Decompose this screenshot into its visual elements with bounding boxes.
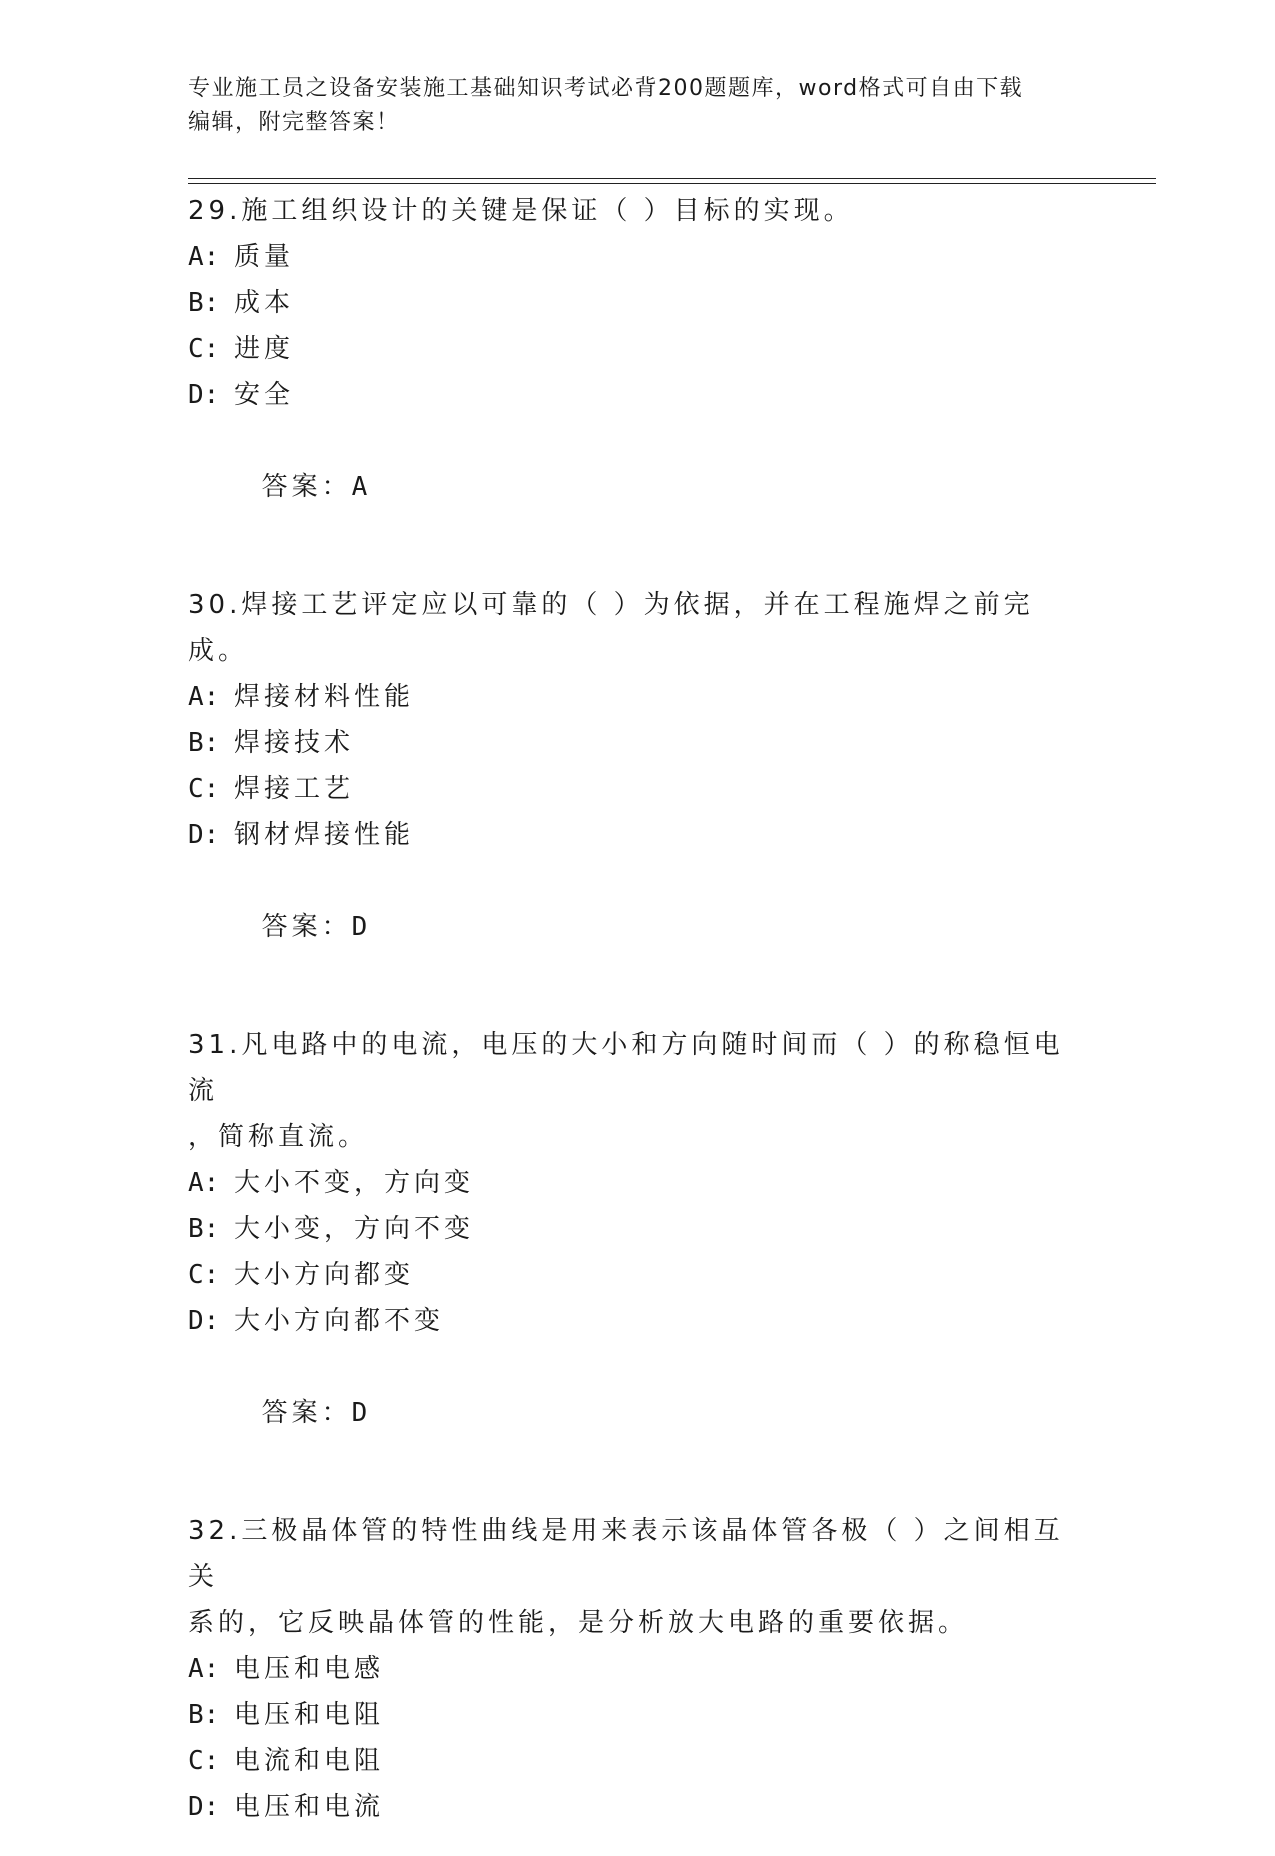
option-text: 大小方向都变 <box>234 1260 415 1290</box>
answer-label: 答案： <box>261 472 352 502</box>
option-key: B: <box>188 288 220 318</box>
option-key: D: <box>188 820 220 850</box>
question-32 <box>188 1508 1088 1830</box>
answer-value: D <box>351 1398 368 1428</box>
option-text: 安全 <box>234 380 295 410</box>
answer-line <box>188 858 1088 996</box>
question-text: 31.凡电路中的电流，电压的大小和方向随时间而（ ）的称稳恒电流 <box>188 1030 1064 1106</box>
header-divider <box>188 178 1156 184</box>
question-text: 29.施工组织设计的关键是保证（ ）目标的实现。 <box>188 196 854 226</box>
option-key: C: <box>188 334 220 364</box>
question-29 <box>188 188 1088 556</box>
option-text: 钢材焊接性能 <box>234 820 415 850</box>
question-text: 30.焊接工艺评定应以可靠的（ ）为依据，并在工程施焊之前完成。 <box>188 590 1034 666</box>
answer-line <box>188 418 1088 556</box>
option-text: 电压和电感 <box>234 1654 385 1684</box>
option-text: 质量 <box>234 242 295 272</box>
answer-value: D <box>351 912 368 942</box>
option-b <box>188 1692 1088 1738</box>
option-key: A: <box>188 1654 220 1684</box>
option-key: A: <box>188 242 220 272</box>
option-a <box>188 674 1088 720</box>
question-text: 32.三极晶体管的特性曲线是用来表示该晶体管各极（ ）之间相互关 <box>188 1516 1064 1592</box>
answer-label: 答案： <box>261 912 352 942</box>
answer-line <box>188 1344 1088 1482</box>
option-c <box>188 1252 1088 1298</box>
option-a <box>188 1160 1088 1206</box>
option-b <box>188 280 1088 326</box>
option-c <box>188 766 1088 812</box>
option-text: 成本 <box>234 288 295 318</box>
option-key: C: <box>188 1746 220 1776</box>
option-d <box>188 372 1088 418</box>
question-text-continued: 系的，它反映晶体管的性能，是分析放大电路的重要依据。 <box>188 1608 969 1638</box>
option-text: 大小方向都不变 <box>234 1306 445 1336</box>
header-title-line-2: 编辑，附完整答案！ <box>188 110 400 135</box>
option-key: B: <box>188 728 220 758</box>
option-a <box>188 234 1088 280</box>
header-title-line-1: 专业施工员之设备安装施工基础知识考试必背200题题库，word格式可自由下载 <box>188 76 1024 101</box>
question-text-continued: ，简称直流。 <box>188 1122 369 1152</box>
option-key: D: <box>188 1306 220 1336</box>
document-header <box>188 72 1088 140</box>
option-key: C: <box>188 774 220 804</box>
option-c <box>188 326 1088 372</box>
option-text: 进度 <box>234 334 295 364</box>
option-a <box>188 1646 1088 1692</box>
option-key: A: <box>188 1168 220 1198</box>
option-key: D: <box>188 1792 220 1822</box>
option-key: B: <box>188 1214 220 1244</box>
option-text: 大小不变，方向变 <box>234 1168 475 1198</box>
option-key: D: <box>188 380 220 410</box>
option-b <box>188 720 1088 766</box>
option-key: B: <box>188 1700 220 1730</box>
option-key: A: <box>188 682 220 712</box>
option-text: 电流和电阻 <box>234 1746 385 1776</box>
option-b <box>188 1206 1088 1252</box>
option-d <box>188 812 1088 858</box>
question-31 <box>188 1022 1088 1482</box>
answer-value: A <box>351 472 368 502</box>
option-text: 焊接材料性能 <box>234 682 415 712</box>
option-text: 大小变，方向不变 <box>234 1214 475 1244</box>
question-list <box>188 188 1088 1856</box>
option-text: 焊接工艺 <box>234 774 355 804</box>
question-30 <box>188 582 1088 996</box>
option-c <box>188 1738 1088 1784</box>
option-d <box>188 1298 1088 1344</box>
option-text: 焊接技术 <box>234 728 355 758</box>
option-text: 电压和电流 <box>234 1792 385 1822</box>
answer-label: 答案： <box>261 1398 352 1428</box>
option-text: 电压和电阻 <box>234 1700 385 1730</box>
option-key: C: <box>188 1260 220 1290</box>
option-d <box>188 1784 1088 1830</box>
